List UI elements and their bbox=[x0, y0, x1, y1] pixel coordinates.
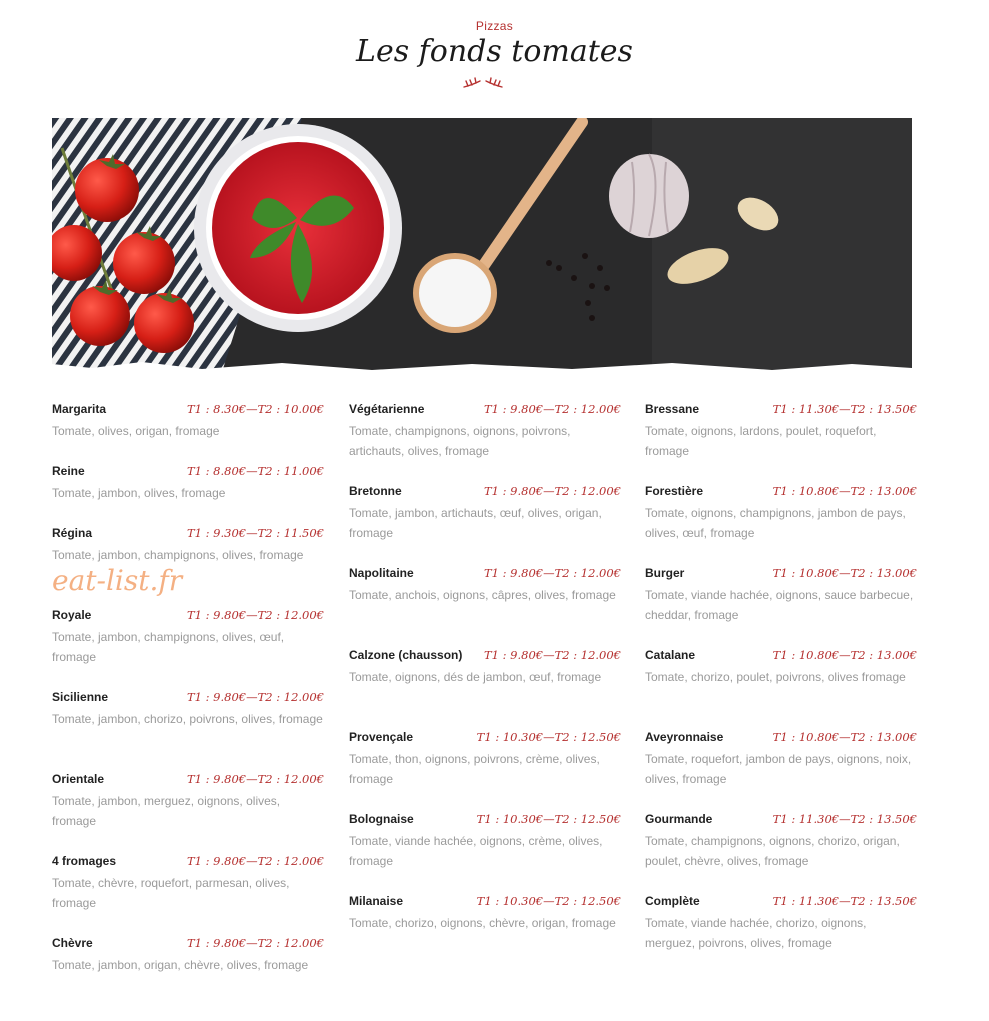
item-description: Tomate, thon, oignons, poivrons, crème, olives, fromage bbox=[349, 752, 600, 786]
item-price: T1 : 10.30€—T2 : 12.50€ bbox=[476, 894, 621, 908]
item-price: T1 : 10.80€—T2 : 13.00€ bbox=[772, 566, 917, 580]
item-description: Tomate, oignons, lardons, poulet, roquefort, fromage bbox=[645, 424, 877, 458]
item-price: T1 : 9.80€—T2 : 12.00€ bbox=[186, 854, 324, 868]
item-name: Gourmande bbox=[645, 812, 713, 826]
item-name: Burger bbox=[645, 566, 685, 580]
menu-item bbox=[349, 730, 621, 789]
watermark-text: eat-list.fr bbox=[52, 564, 183, 597]
item-description: Tomate, jambon, champignons, olives, œuf, fromage bbox=[52, 630, 285, 664]
item-price: T1 : 8.80€—T2 : 11.00€ bbox=[186, 464, 324, 478]
menu-item bbox=[52, 526, 324, 565]
item-name: Bolognaise bbox=[349, 812, 414, 826]
item-name: Sicilienne bbox=[52, 690, 109, 704]
item-name: Calzone (chausson) bbox=[349, 648, 463, 662]
item-name: Reine bbox=[52, 464, 85, 478]
item-name: Aveyronnaise bbox=[645, 730, 724, 744]
leaf-ornament-icon bbox=[460, 76, 506, 90]
item-description: Tomate, jambon, artichauts, œuf, olives, origan, fromage bbox=[349, 506, 602, 540]
menu-item bbox=[645, 812, 917, 871]
item-name: Margarita bbox=[52, 402, 107, 416]
item-price: T1 : 8.30€—T2 : 10.00€ bbox=[186, 402, 324, 416]
menu-item bbox=[645, 402, 917, 461]
item-price: T1 : 10.30€—T2 : 12.50€ bbox=[476, 812, 621, 826]
item-description: Tomate, viande hachée, oignons, crème, olives, fromage bbox=[349, 834, 603, 868]
item-name: Catalane bbox=[645, 648, 696, 662]
menu-item bbox=[349, 402, 621, 461]
hero-banner-image bbox=[52, 118, 912, 372]
item-name: Milanaise bbox=[349, 894, 404, 908]
item-price: T1 : 9.80€—T2 : 12.00€ bbox=[483, 566, 621, 580]
item-description: Tomate, viande hachée, oignons, sauce barbecue, cheddar, fromage bbox=[645, 588, 914, 622]
item-name: 4 fromages bbox=[52, 854, 117, 868]
item-price: T1 : 11.30€—T2 : 13.50€ bbox=[772, 812, 917, 826]
item-name: Bressane bbox=[645, 402, 700, 416]
item-description: Tomate, chorizo, poulet, poivrons, olives fromage bbox=[645, 670, 906, 684]
item-price: T1 : 10.80€—T2 : 13.00€ bbox=[772, 730, 917, 744]
menu-item bbox=[645, 484, 917, 543]
item-name: Chèvre bbox=[52, 936, 93, 950]
item-name: Régina bbox=[52, 526, 93, 540]
item-name: Royale bbox=[52, 608, 92, 622]
menu-item bbox=[645, 730, 917, 789]
item-name: Napolitaine bbox=[349, 566, 414, 580]
item-description: Tomate, champignons, oignons, poivrons, artichauts, olives, fromage bbox=[349, 424, 571, 458]
menu-item bbox=[645, 648, 917, 687]
item-name: Complète bbox=[645, 894, 700, 908]
item-description: Tomate, chèvre, roquefort, parmesan, olives, fromage bbox=[52, 876, 290, 910]
item-description: Tomate, jambon, chorizo, poivrons, olives, fromage bbox=[52, 712, 323, 726]
item-description: Tomate, jambon, champignons, olives, fromage bbox=[52, 548, 304, 562]
menu-item bbox=[349, 566, 621, 605]
menu-item bbox=[52, 936, 324, 975]
item-price: T1 : 11.30€—T2 : 13.50€ bbox=[772, 402, 917, 416]
item-price: T1 : 9.80€—T2 : 12.00€ bbox=[186, 608, 324, 622]
menu-item bbox=[645, 894, 917, 953]
item-price: T1 : 9.30€—T2 : 11.50€ bbox=[186, 526, 324, 540]
item-description: Tomate, chorizo, oignons, chèvre, origan, fromage bbox=[349, 916, 616, 930]
item-description: Tomate, jambon, origan, chèvre, olives, fromage bbox=[52, 958, 309, 972]
menu-item bbox=[349, 894, 621, 933]
item-description: Tomate, champignons, oignons, chorizo, origan, poulet, chèvre, olives, fromage bbox=[645, 834, 900, 868]
item-description: Tomate, viande hachée, chorizo, oignons, merguez, poivrons, olives, fromage bbox=[645, 916, 867, 950]
item-price: T1 : 9.80€—T2 : 12.00€ bbox=[186, 936, 324, 950]
item-description: Tomate, oignons, dés de jambon, œuf, fromage bbox=[349, 670, 602, 684]
item-price: T1 : 10.30€—T2 : 12.50€ bbox=[476, 730, 621, 744]
menu-item bbox=[349, 484, 621, 543]
menu-item bbox=[52, 690, 324, 729]
item-price: T1 : 9.80€—T2 : 12.00€ bbox=[483, 402, 621, 416]
menu-item bbox=[52, 464, 324, 503]
item-description: Tomate, anchois, oignons, câpres, olives, fromage bbox=[349, 588, 616, 602]
page-title: Les fonds tomates bbox=[356, 34, 633, 69]
menu-item bbox=[52, 608, 324, 667]
item-description: Tomate, jambon, olives, fromage bbox=[52, 486, 226, 500]
item-name: Forestière bbox=[645, 484, 704, 498]
menu-item bbox=[349, 648, 621, 687]
item-name: Bretonne bbox=[349, 484, 402, 498]
menu-item bbox=[52, 854, 324, 913]
item-price: T1 : 10.80€—T2 : 13.00€ bbox=[772, 484, 917, 498]
item-name: Orientale bbox=[52, 772, 105, 786]
menu-item bbox=[52, 772, 324, 831]
item-description: Tomate, jambon, merguez, oignons, olives, fromage bbox=[52, 794, 281, 828]
item-price: T1 : 10.80€—T2 : 13.00€ bbox=[772, 648, 917, 662]
item-name: Provençale bbox=[349, 730, 414, 744]
section-kicker: Pizzas bbox=[475, 19, 514, 33]
menu-item bbox=[645, 566, 917, 625]
menu-item bbox=[52, 402, 324, 441]
item-price: T1 : 9.80€—T2 : 12.00€ bbox=[186, 772, 324, 786]
item-description: Tomate, oignons, champignons, jambon de pays, olives, œuf, fromage bbox=[645, 506, 906, 540]
menu-item bbox=[349, 812, 621, 871]
item-price: T1 : 11.30€—T2 : 13.50€ bbox=[772, 894, 917, 908]
item-description: Tomate, roquefort, jambon de pays, oignons, noix, olives, fromage bbox=[645, 752, 912, 786]
item-name: Végétarienne bbox=[349, 402, 425, 416]
item-price: T1 : 9.80€—T2 : 12.00€ bbox=[186, 690, 324, 704]
item-price: T1 : 9.80€—T2 : 12.00€ bbox=[483, 648, 621, 662]
item-description: Tomate, olives, origan, fromage bbox=[52, 424, 220, 438]
item-price: T1 : 9.80€—T2 : 12.00€ bbox=[483, 484, 621, 498]
